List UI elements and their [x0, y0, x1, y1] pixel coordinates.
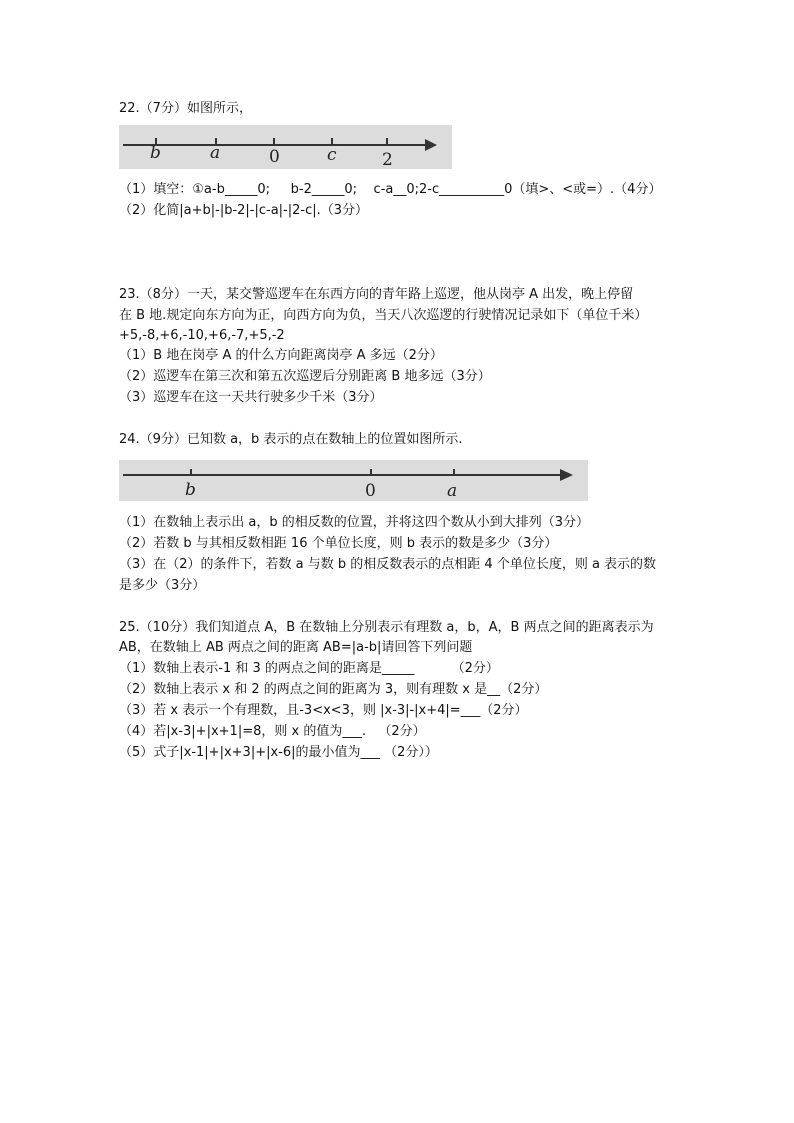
q23-part3: （3）巡逻车在这一天共行驶多少千米（3分） [119, 390, 383, 405]
q24-axis-label-0: 0 [365, 481, 376, 501]
q22-axis-label-c: c [327, 145, 337, 165]
q24-part3-line1: （3）在（2）的条件下，若数 a 与数 b 的相反数表示的点相距 4 个单位长度，则 a 表示的数 [119, 557, 657, 572]
q25-part4: （4）若|x-3|+|x+1|=8，则 x 的值为___. （2分） [119, 724, 426, 739]
q24-part3-line2: 是多少（3分） [119, 578, 206, 593]
q22-part1: （1）填空：①a-b_____0; b-2_____0; c-a__0;2-c__________0（填>、<或=）.（4分） [119, 182, 662, 197]
q23-part2: （2）巡逻车在第三次和第五次巡逻后分别距离 B 地多远（3分） [119, 369, 491, 384]
q25-part1: （1）数轴上表示-1 和 3 的两点之间的距离是_____ （2分） [119, 661, 499, 676]
q22-axis-label-2: 2 [382, 150, 393, 169]
q25-part5: （5）式子|x-1|+|x+3|+|x-6|的最小值为___ （2分）） [119, 745, 438, 760]
q23-line3: +5,-8,+6,-10,+6,-7,+5,-2 [119, 328, 285, 343]
q22-number-line [119, 125, 452, 169]
q25-line2: AB，在数轴上 AB 两点之间的距离 AB=|a-b|请回答下列问题 [119, 640, 473, 655]
q25-line1: 25.（10分）我们知道点 A，B 在数轴上分别表示有理数 a，b，A，B 两点之间的距离表示为 [119, 620, 654, 635]
q23-line1: 23.（8分）一天，某交警巡逻车在东西方向的青年路上巡逻，他从岗亭 A 出发，晚上停留 [119, 287, 634, 302]
q22-axis-label-b: b [150, 143, 161, 163]
q22-axis-label-a: a [210, 143, 221, 163]
q25-part2: （2）数轴上表示 x 和 2 的两点之间的距离为 3，则有理数 x 是__（2分） [119, 682, 548, 697]
q24-number-line [119, 460, 588, 501]
q24-part1: （1）在数轴上表示出 a，b 的相反数的位置，并将这四个数从小到大排列（3分） [119, 515, 590, 530]
q22-axis-label-0: 0 [269, 147, 280, 167]
q23-line2: 在 B 地.规定向东方向为正，向西方向为负，当天八次巡逻的行驶情况记录如下（单位千米） [119, 308, 648, 323]
q24-part2: （2）若数 b 与其相反数相距 16 个单位长度，则 b 表示的数是多少（3分） [119, 536, 558, 551]
q22-title: 22.（7分）如图所示， [119, 101, 252, 116]
q24-axis-label-a: a [447, 481, 458, 501]
q25-part3: （3）若 x 表示一个有理数，且-3<x<3，则 |x-3|-|x+4|=___（2分） [119, 703, 528, 718]
q22-part2: （2）化简|a+b|-|b-2|-|c-a|-|2-c|.（3分） [119, 203, 369, 218]
q23-part1: （1）B 地在岗亭 A 的什么方向距离岗亭 A 多远（2分） [119, 348, 443, 363]
q24-axis-label-b: b [185, 480, 196, 500]
q24-title: 24.（9分）已知数 a，b 表示的点在数轴上的位置如图所示. [119, 432, 463, 447]
